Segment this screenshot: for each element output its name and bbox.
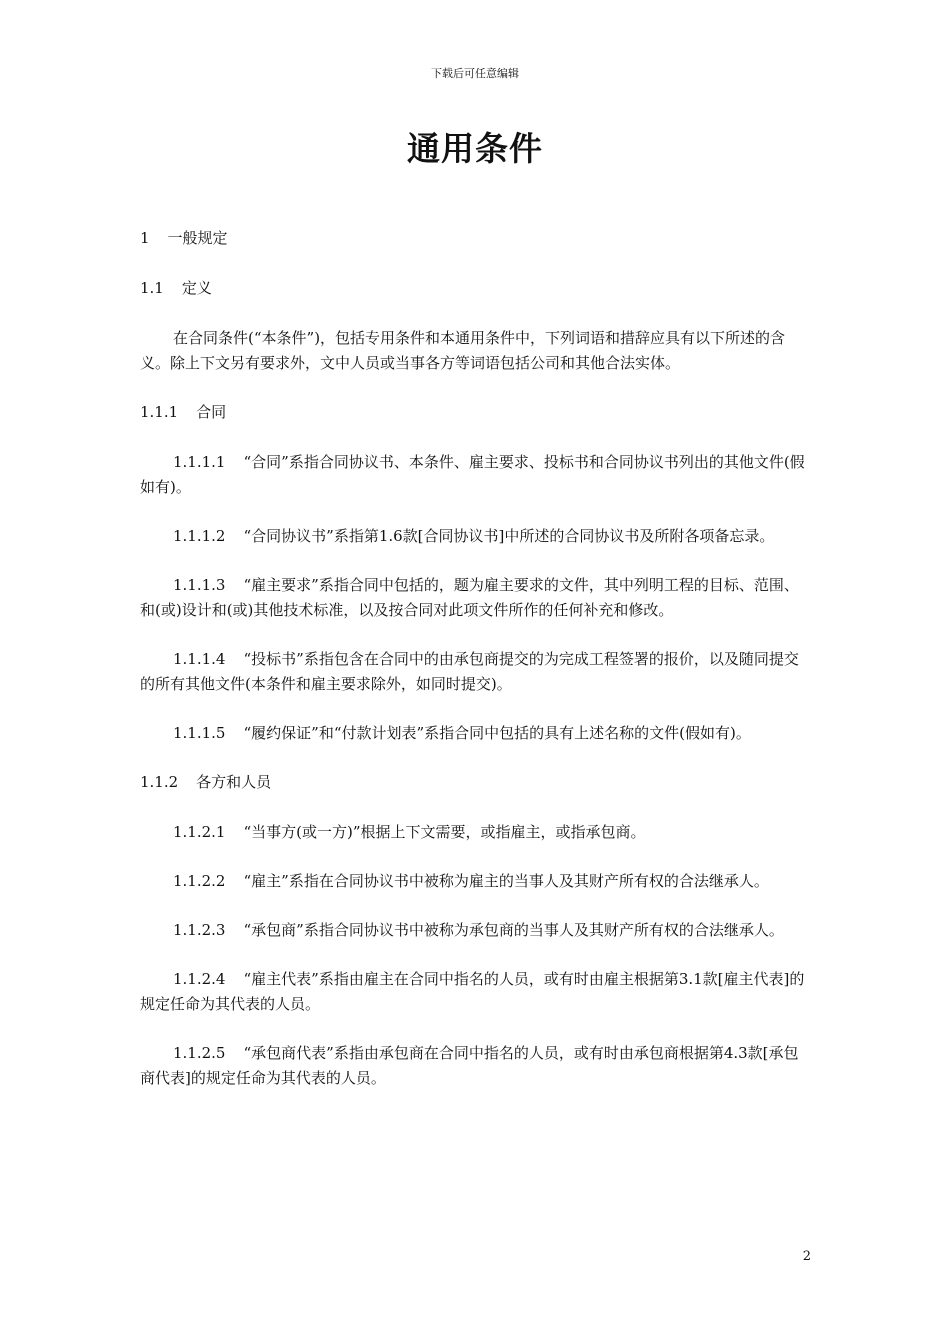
clause-paragraph xyxy=(140,869,812,894)
clause-paragraph xyxy=(140,721,812,746)
clause-text: “当事方(或一方)”根据上下文需要，或指雇主，或指承包商。 xyxy=(243,823,646,841)
section-title: 合同 xyxy=(196,403,227,421)
clause-paragraph xyxy=(140,450,812,500)
clause-paragraph xyxy=(140,524,812,549)
clause-text: “承包商代表”系指由承包商在合同中指名的人员，或有时由承包商根据第4.3款[承包商代表]的规定任命为其代表的人员。 xyxy=(140,1044,799,1087)
clause-paragraph xyxy=(140,820,812,845)
clause-number: 1.1.1.4 xyxy=(173,650,226,668)
clause-paragraph xyxy=(140,647,812,697)
clause-number: 1.1.2.1 xyxy=(173,823,226,841)
clause-number: 1.1.1.1 xyxy=(173,453,226,471)
clause-paragraph xyxy=(140,1041,812,1091)
clause-paragraph xyxy=(140,573,812,623)
page-title: 通用条件 xyxy=(407,129,543,168)
clause-text: “投标书”系指包含在合同中的由承包商提交的为完成工程签署的报价，以及随同提交的所有其他文件(本条件和雇主要求除外，如同时提交)。 xyxy=(140,650,799,693)
section-heading xyxy=(140,770,812,795)
page-header: 下载后可任意编辑 xyxy=(431,67,519,80)
section-heading xyxy=(140,400,812,425)
clause-number: 1.1.2.5 xyxy=(173,1044,226,1062)
clause-number: 1.1.1.3 xyxy=(173,576,226,594)
document-body xyxy=(140,226,812,1115)
section-number: 1 xyxy=(140,229,150,247)
section-number: 1.1.2 xyxy=(140,773,179,791)
section-heading xyxy=(140,226,812,251)
section-title: 一般规定 xyxy=(167,229,228,247)
clause-text: “合同”系指合同协议书、本条件、雇主要求、投标书和合同协议书列出的其他文件(假如有)。 xyxy=(140,453,805,496)
clause-text: “承包商”系指合同协议书中被称为承包商的当事人及其财产所有权的合法继承人。 xyxy=(243,921,784,939)
clause-text: “雇主”系指在合同协议书中被称为雇主的当事人及其财产所有权的合法继承人。 xyxy=(243,872,769,890)
page-number: 2 xyxy=(802,1249,811,1264)
clause-text: “合同协议书”系指第1.6款[合同协议书]中所述的合同协议书及所附各项备忘录。 xyxy=(243,527,775,545)
clause-paragraph xyxy=(140,967,812,1017)
clause-number: 1.1.2.2 xyxy=(173,872,226,890)
section-number: 1.1 xyxy=(140,279,164,297)
clause-text: “履约保证”和“付款计划表”系指合同中包括的具有上述名称的文件(假如有)。 xyxy=(243,724,751,742)
intro-paragraph: 在合同条件(“本条件”)，包括专用条件和本通用条件中，下列词语和措辞应具有以下所述的含义。除上下文另有要求外，文中人员或当事各方等词语包括公司和其他合法实体。 xyxy=(140,329,786,372)
section-heading xyxy=(140,276,812,301)
clause-text: “雇主代表”系指由雇主在合同中指名的人员，或有时由雇主根据第3.1款[雇主代表]的规定任命为其代表的人员。 xyxy=(140,970,805,1013)
clause-text: “雇主要求”系指合同中包括的，题为雇主要求的文件，其中列明工程的目标、范围、和(或)设计和(或)其他技术标准，以及按合同对此项文件所作的任何补充和修改。 xyxy=(140,576,799,619)
clause-number: 1.1.2.4 xyxy=(173,970,226,988)
clause-paragraph xyxy=(140,918,812,943)
section-title: 各方和人员 xyxy=(196,773,272,791)
clause-number: 1.1.2.3 xyxy=(173,921,226,939)
section-number: 1.1.1 xyxy=(140,403,179,421)
section-title: 定义 xyxy=(181,279,212,297)
clause-number: 1.1.1.5 xyxy=(173,724,226,742)
clause-number: 1.1.1.2 xyxy=(173,527,226,545)
